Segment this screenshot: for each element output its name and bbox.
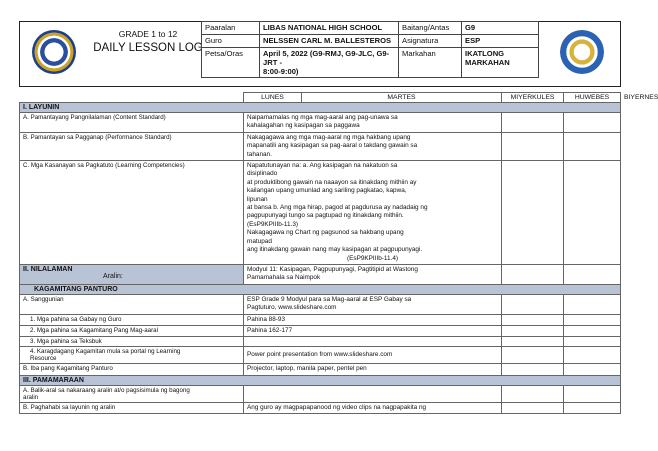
text-line: Nakagagawa ang mga mag-aaral ng mga hakbang upang xyxy=(247,133,411,141)
lesson-log-header xyxy=(19,21,621,87)
row-label-balik-aral xyxy=(20,385,244,402)
row-label-content-standard: A. Pamantayang Pangnilalaman (Content Standard) xyxy=(20,113,244,133)
text-line: kailangan upang umunlad ang sariling pagkatao, kapwa, xyxy=(247,187,407,195)
row-label-performance-standard: B. Pamantayan sa Pagganap (Performance Standard) xyxy=(20,132,244,160)
aralin-label: Aralin: xyxy=(103,272,123,280)
row-label-learning-competencies: C. Mga Kasanayan sa Pagkatuto (Learning Competencies) xyxy=(20,161,244,265)
text-line: mapanatili ang kasipagan sa pag-aaral o takdang gawain sa xyxy=(247,142,418,150)
text-line: lipunan xyxy=(247,195,268,203)
text-line: A. Balik-aral sa nakaraang aralin at/o pagsisimula ng bagong xyxy=(23,386,190,394)
section-kagamitang-panturo: KAGAMITANG PANTURO xyxy=(20,284,621,294)
asignatura-value: ESP xyxy=(462,35,539,48)
sanggunian-value xyxy=(244,294,502,314)
row-label-kagamitang-mag-aaral: 2. Mga pahina sa Kagamitang Pang Mag-aaral xyxy=(20,325,244,336)
text-line: (EsP9KPIIIb-11.3) xyxy=(247,220,299,228)
text-line: Napatutunayan na: a. Ang kasipagan na nakatuon sa xyxy=(247,162,398,170)
text-line: at bansa b. Ang mga hirap, pagod at pagdurusa ay nadadaig ng xyxy=(247,204,428,212)
grade-range: GRADE 1 to 12 xyxy=(118,29,178,39)
row-label-gabay-guro: 1. Mga pahina sa Gabay ng Guro xyxy=(20,314,244,325)
content-standard-value xyxy=(244,113,502,133)
markahan-value: IKATLONG MARKAHAN xyxy=(462,48,539,78)
text-line: Pagtuturo, www.slideshare.com xyxy=(247,304,337,312)
petsa-line-1: April 5, 2022 (G9-RMJ, G9-JLC, G9-JRT - xyxy=(263,49,390,67)
section-layunin: I. LAYUNIN xyxy=(20,103,621,113)
karagdagang-kagamitan-value: Power point presentation from www.slideshare.com xyxy=(244,347,502,364)
lesson-log-table xyxy=(19,92,658,414)
markahan-label: Markahan xyxy=(399,48,462,78)
section-pamamaraan: III. PAMAMARAAN xyxy=(20,375,621,385)
baitang-label: Baitang/Antas xyxy=(399,22,462,35)
day-miyerkules: MIYERKULES xyxy=(502,93,564,103)
paghahabi-value: Ang guro ay magpapapanood ng video clips na nagpapakita ng xyxy=(244,402,502,413)
text-line: ESP Grade 9 Modyul para sa Mag-aaral at ESP Gabay sa xyxy=(247,295,412,303)
petsa-label: Petsa/Oras xyxy=(202,48,260,78)
day-header-row: LUNES MARTES MIYERKULES HUWEBES BIYERNES xyxy=(20,93,621,103)
section-nilalaman xyxy=(20,264,244,284)
text-line: Naipamamalas ng mga mag-aaral ang pag-unawa sa xyxy=(247,114,398,121)
petsa-value xyxy=(260,48,399,78)
kagamitang-mag-aaral-value: Pahina 162-177 xyxy=(244,325,502,336)
paaralan-value: LIBAS NATIONAL HIGH SCHOOL xyxy=(260,22,399,35)
document-title: DAILY LESSON LOG xyxy=(93,42,203,54)
text-line: matupad xyxy=(247,237,272,245)
deped-seal-icon xyxy=(32,30,76,74)
nilalaman-label: II. NILALAMAN xyxy=(23,265,73,273)
petsa-line-2: 8:00-9:00) xyxy=(263,67,299,76)
guro-value: NELSSEN CARL M. BALLESTEROS xyxy=(260,35,399,48)
text-line: (EsP9KPIIIb-11.4) xyxy=(346,254,399,262)
iba-pang-kagamitan-value: Projector, laptop, manila paper, pentel pen xyxy=(244,364,502,375)
text-line: aralin xyxy=(23,393,39,401)
text-line: kahalagahan ng kasipagan sa paggawa xyxy=(247,122,360,130)
day-martes: MARTES xyxy=(302,93,502,103)
baitang-value: G9 xyxy=(462,22,539,35)
paaralan-label: Paaralan xyxy=(202,22,260,35)
text-line: Pamamahala sa Naimpok xyxy=(247,274,321,282)
row-label-teksbuk: 3. Mga pahina sa Teksbuk xyxy=(20,337,244,347)
row-label-paghahabi: B. Paghahabi sa layunin ng aralin xyxy=(20,402,244,413)
text-line: 4. Karagdagang Kagamitan mula sa portal ng Learning xyxy=(30,348,181,356)
row-label-iba-pang-kagamitan: B. Iba pang Kagamitang Panturo xyxy=(20,364,244,375)
day-huwebes: HUWEBES xyxy=(564,93,621,103)
text-line: Modyul 11: Kasipagan, Pagpupunyagi, Pagtitipid at Wastong xyxy=(247,265,418,273)
learning-competencies-value xyxy=(244,161,502,265)
day-lunes: LUNES xyxy=(244,93,302,103)
asignatura-label: Asignatura xyxy=(399,35,462,48)
text-line: Resource xyxy=(30,355,57,363)
text-line: at produktibong gawain na naaayon sa itinakdang mithiin ay xyxy=(247,178,417,186)
performance-standard-value xyxy=(244,132,502,160)
nilalaman-value xyxy=(244,264,502,284)
row-label-sanggunian: A. Sanggunian xyxy=(20,294,244,314)
text-line: disiplinado xyxy=(247,170,278,178)
text-line: pagpupunyagi tungo sa pagtupad ng itinakdang mithiin. xyxy=(247,212,404,220)
guro-label: Guro xyxy=(202,35,260,48)
row-label-karagdagang-kagamitan xyxy=(20,347,244,364)
text-line: ang itinakdang gawain nang may kasipagan at pagpupunyagi. xyxy=(247,246,423,254)
header-info-table xyxy=(201,21,539,78)
gabay-guro-value: Pahina 88-93 xyxy=(244,314,502,325)
text-line: Nakagagawa ng Chart ng pagsunod sa hakbang upang xyxy=(247,229,404,237)
school-seal-icon xyxy=(560,30,604,74)
text-line: tahanan. xyxy=(247,150,272,158)
